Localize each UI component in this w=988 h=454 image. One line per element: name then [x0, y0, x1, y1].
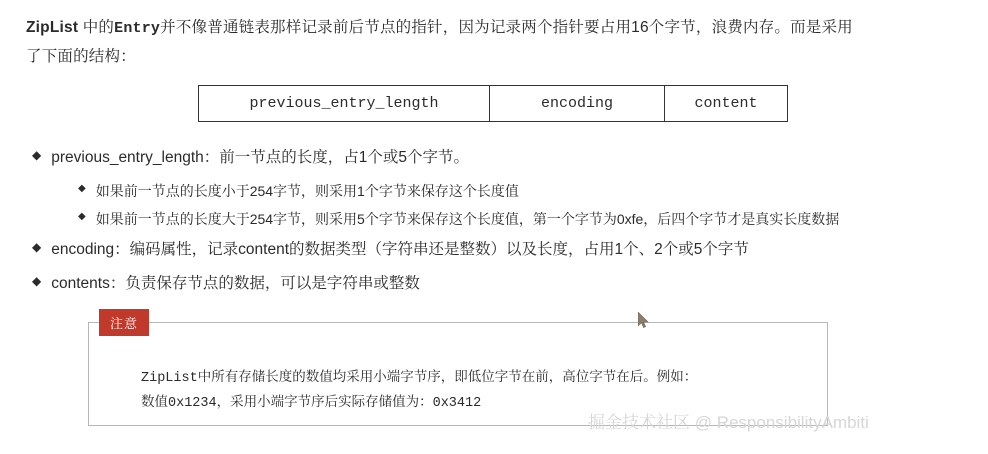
table-row — [199, 86, 788, 122]
list-item-label: contents：负责保存节点的数据，可以是字符串或整数 — [51, 274, 420, 292]
intro-paragraph — [26, 14, 966, 71]
intro-line1-b: 并不像普通链表那样记录前后节点的指针，因为记录两个指针要占用16个字节，浪费内存。而是采用 — [160, 19, 853, 36]
cell-content: content — [665, 86, 788, 122]
diamond-bullet-icon: ◆ — [32, 239, 42, 254]
diamond-bullet-icon: ◆ — [32, 148, 42, 163]
cell-encoding: encoding — [490, 86, 665, 122]
mouse-cursor-icon — [638, 312, 650, 330]
list-item — [26, 207, 966, 232]
note-line-1: ZipList中所有存储长度的数值均采用小端字节序，即低位字节在前，高位字节在后。例如： — [141, 371, 698, 386]
intro-entry-mono: Entry — [114, 20, 161, 37]
intro-line2: 了下面的结构： — [26, 47, 136, 65]
diamond-bullet-icon: ◆ — [78, 211, 86, 223]
note-line-2: 数值0x1234，采用小端字节序后实际存储值为：0x3412 — [141, 395, 482, 411]
list-item — [26, 179, 966, 204]
list-item — [26, 236, 966, 263]
bullet-list — [26, 144, 966, 296]
entry-structure-table — [198, 85, 788, 122]
list-item-label: 如果前一节点的长度大于254字节，则采用5个字节来保存这个长度值，第一个字节为0xfe，后四个字节才是真实长度数据 — [95, 211, 840, 228]
cell-previous-entry-length: previous_entry_length — [199, 86, 490, 122]
list-item-label: encoding：编码属性，记录content的数据类型（字符串还是整数）以及长度，占用1个、2个或5个字节 — [51, 240, 749, 258]
list-item — [26, 270, 966, 297]
list-item — [26, 144, 966, 171]
intro-lead-bold: ZipList — [26, 19, 79, 36]
note-badge: 注意 — [99, 309, 149, 336]
list-item-label: 如果前一节点的长度小于254字节，则采用1个字节来保存这个长度值 — [95, 182, 519, 199]
entry-structure-diagram — [26, 85, 966, 122]
watermark-text: 掘金技术社区 @ ResponsibilityAmbiti — [588, 413, 869, 432]
list-item-label: previous_entry_length：前一节点的长度，占1个或5个字节。 — [51, 149, 469, 167]
diamond-bullet-icon: ◆ — [32, 273, 42, 288]
intro-line1-a: 中的 — [78, 19, 115, 36]
diamond-bullet-icon: ◆ — [78, 182, 86, 194]
